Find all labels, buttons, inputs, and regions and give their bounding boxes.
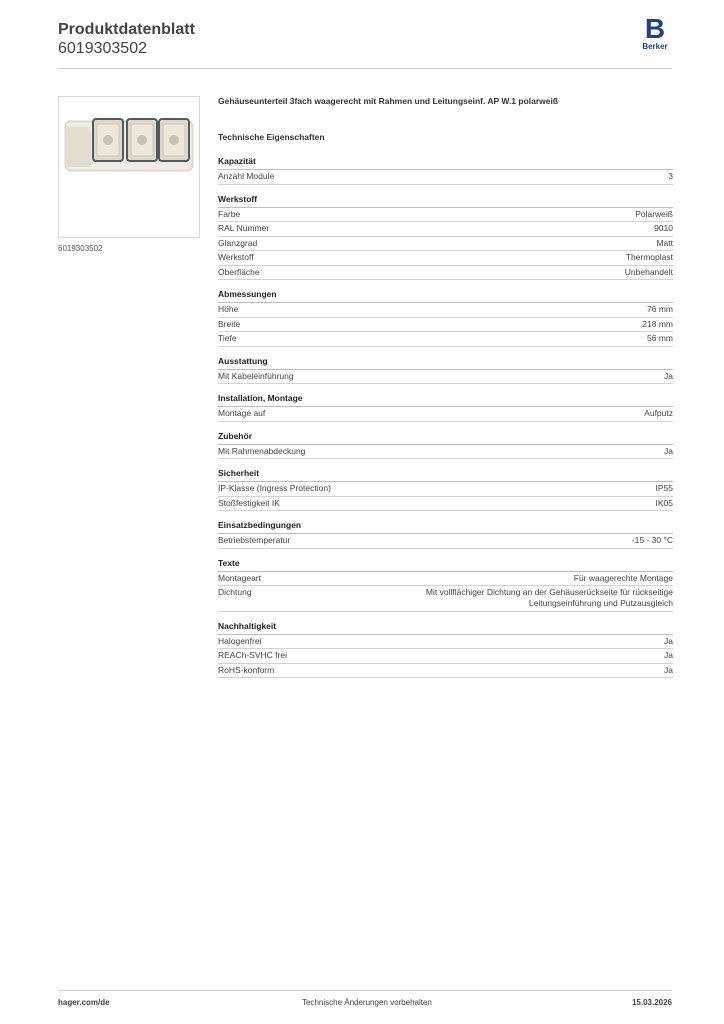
footer-date: 15.03.2026 xyxy=(631,998,672,1007)
logo-text: Berker xyxy=(642,42,668,51)
spec-section xyxy=(218,393,673,422)
section-title: Installation, Montage xyxy=(218,393,673,407)
spec-label: Anzahl Module xyxy=(218,171,275,181)
spec-value: IK05 xyxy=(655,497,673,508)
section-title: Nachhaltigkeit xyxy=(218,621,673,635)
spec-label: Glanzgrad xyxy=(218,237,258,248)
spec-row xyxy=(218,332,673,347)
footer-divider xyxy=(58,990,672,991)
spec-label: Halogenfrei xyxy=(218,635,262,646)
section-title: Werkstoff xyxy=(218,194,673,208)
spec-row xyxy=(218,649,673,664)
spec-row xyxy=(218,482,673,497)
spec-value: Polarweiß xyxy=(635,208,673,219)
product-title: Gehäuseunterteil 3fach waagerecht mit Rahmen und Leitungseinf. AP W.1 polarweiß xyxy=(218,96,559,106)
spec-row xyxy=(218,251,673,266)
spec-value: 56 mm xyxy=(647,333,673,343)
spec-value: Ja xyxy=(664,650,673,660)
spec-label: IP-Klasse (Ingress Protection) xyxy=(218,483,331,493)
spec-value: Mit vollflächiger Dichtung an der Gehäuserückseite für rückseitige Leitungseinführung und Putzausgleich xyxy=(425,587,673,608)
product-number: 6019303502 xyxy=(58,40,147,57)
spec-value: 3 xyxy=(668,171,673,181)
section-title: Texte xyxy=(218,558,673,572)
spec-section xyxy=(218,431,673,460)
section-title: Zubehör xyxy=(218,431,673,445)
spec-row xyxy=(218,237,673,252)
spec-row xyxy=(218,266,673,281)
spec-label: Breite xyxy=(218,318,241,329)
spec-label: Farbe xyxy=(218,208,241,219)
spec-value: Aufputz xyxy=(644,408,673,418)
spec-row xyxy=(218,208,673,223)
section-title: Abmessungen xyxy=(218,289,673,303)
spec-label: Werkstoff xyxy=(218,252,254,262)
spec-row xyxy=(218,318,673,333)
spec-section xyxy=(218,558,673,612)
spec-label: Mit Rahmenabdeckung xyxy=(218,445,306,456)
tech-heading: Technische Eigenschaften xyxy=(218,132,325,142)
spec-value: Ja xyxy=(664,445,673,456)
spec-section xyxy=(218,156,673,185)
spec-value: 218 mm xyxy=(642,318,673,329)
spec-row xyxy=(218,635,673,650)
spec-value: Ja xyxy=(664,635,673,646)
spec-row xyxy=(218,222,673,237)
spec-section xyxy=(218,289,673,347)
spec-value: Für waagerechte Montage xyxy=(573,572,673,583)
section-title: Ausstattung xyxy=(218,356,673,370)
spec-row xyxy=(218,534,673,549)
spec-label: Montage auf xyxy=(218,408,266,418)
spec-section xyxy=(218,356,673,385)
spec-value: 76 mm xyxy=(647,304,673,314)
spec-label: RoHS-konform xyxy=(218,664,275,675)
spec-label: Dichtung xyxy=(218,587,252,597)
footer-disclaimer: Technische Änderungen vorbehalten xyxy=(302,998,432,1007)
logo-letter: B xyxy=(644,13,666,44)
section-title: Einsatzbedingungen xyxy=(218,520,673,534)
footer-website[interactable]: hager.com/de xyxy=(58,998,110,1007)
spec-label: Oberfläche xyxy=(218,266,260,277)
spec-label: Mit Kabeleinführung xyxy=(218,370,294,381)
spec-row xyxy=(218,572,673,587)
spec-value: Matt xyxy=(656,237,673,248)
spec-label: RAL Nummer xyxy=(218,223,270,233)
spec-label: Höhe xyxy=(218,304,239,314)
image-caption: 6019303502 xyxy=(58,244,103,253)
spec-sections xyxy=(218,156,673,678)
spec-value: IP55 xyxy=(655,483,673,493)
spec-label: Betriebstemperatur xyxy=(218,535,291,545)
spec-row xyxy=(218,586,673,612)
spec-label: Stoßfestigkeit IK xyxy=(218,497,280,508)
spec-value: Ja xyxy=(664,370,673,381)
spec-value: Ja xyxy=(664,664,673,675)
spec-value: -15 - 30 °C xyxy=(631,535,673,545)
spec-section xyxy=(218,468,673,511)
header xyxy=(58,20,195,58)
section-title: Kapazität xyxy=(218,156,673,170)
section-title: Sicherheit xyxy=(218,468,673,482)
spec-row xyxy=(218,303,673,318)
product-image xyxy=(58,96,200,238)
datasheet-main xyxy=(218,96,673,687)
berker-logo xyxy=(638,13,672,51)
header-divider xyxy=(58,68,672,69)
spec-row xyxy=(218,407,673,422)
spec-section xyxy=(218,194,673,281)
spec-label: REACh-SVHC frei xyxy=(218,650,287,660)
spec-row xyxy=(218,370,673,385)
spec-label: Tiefe xyxy=(218,333,237,343)
spec-value: 9010 xyxy=(654,223,673,233)
spec-value: Thermoplast xyxy=(625,252,673,262)
3-gang-surface-box-image xyxy=(59,97,199,237)
spec-row xyxy=(218,445,673,460)
page-title: Produktdatenblatt xyxy=(58,21,195,38)
spec-label: Montageart xyxy=(218,572,261,583)
spec-row xyxy=(218,664,673,679)
spec-section xyxy=(218,520,673,549)
spec-section xyxy=(218,621,673,679)
spec-row xyxy=(218,497,673,512)
spec-row xyxy=(218,170,673,185)
spec-value: Unbehandelt xyxy=(624,266,673,277)
